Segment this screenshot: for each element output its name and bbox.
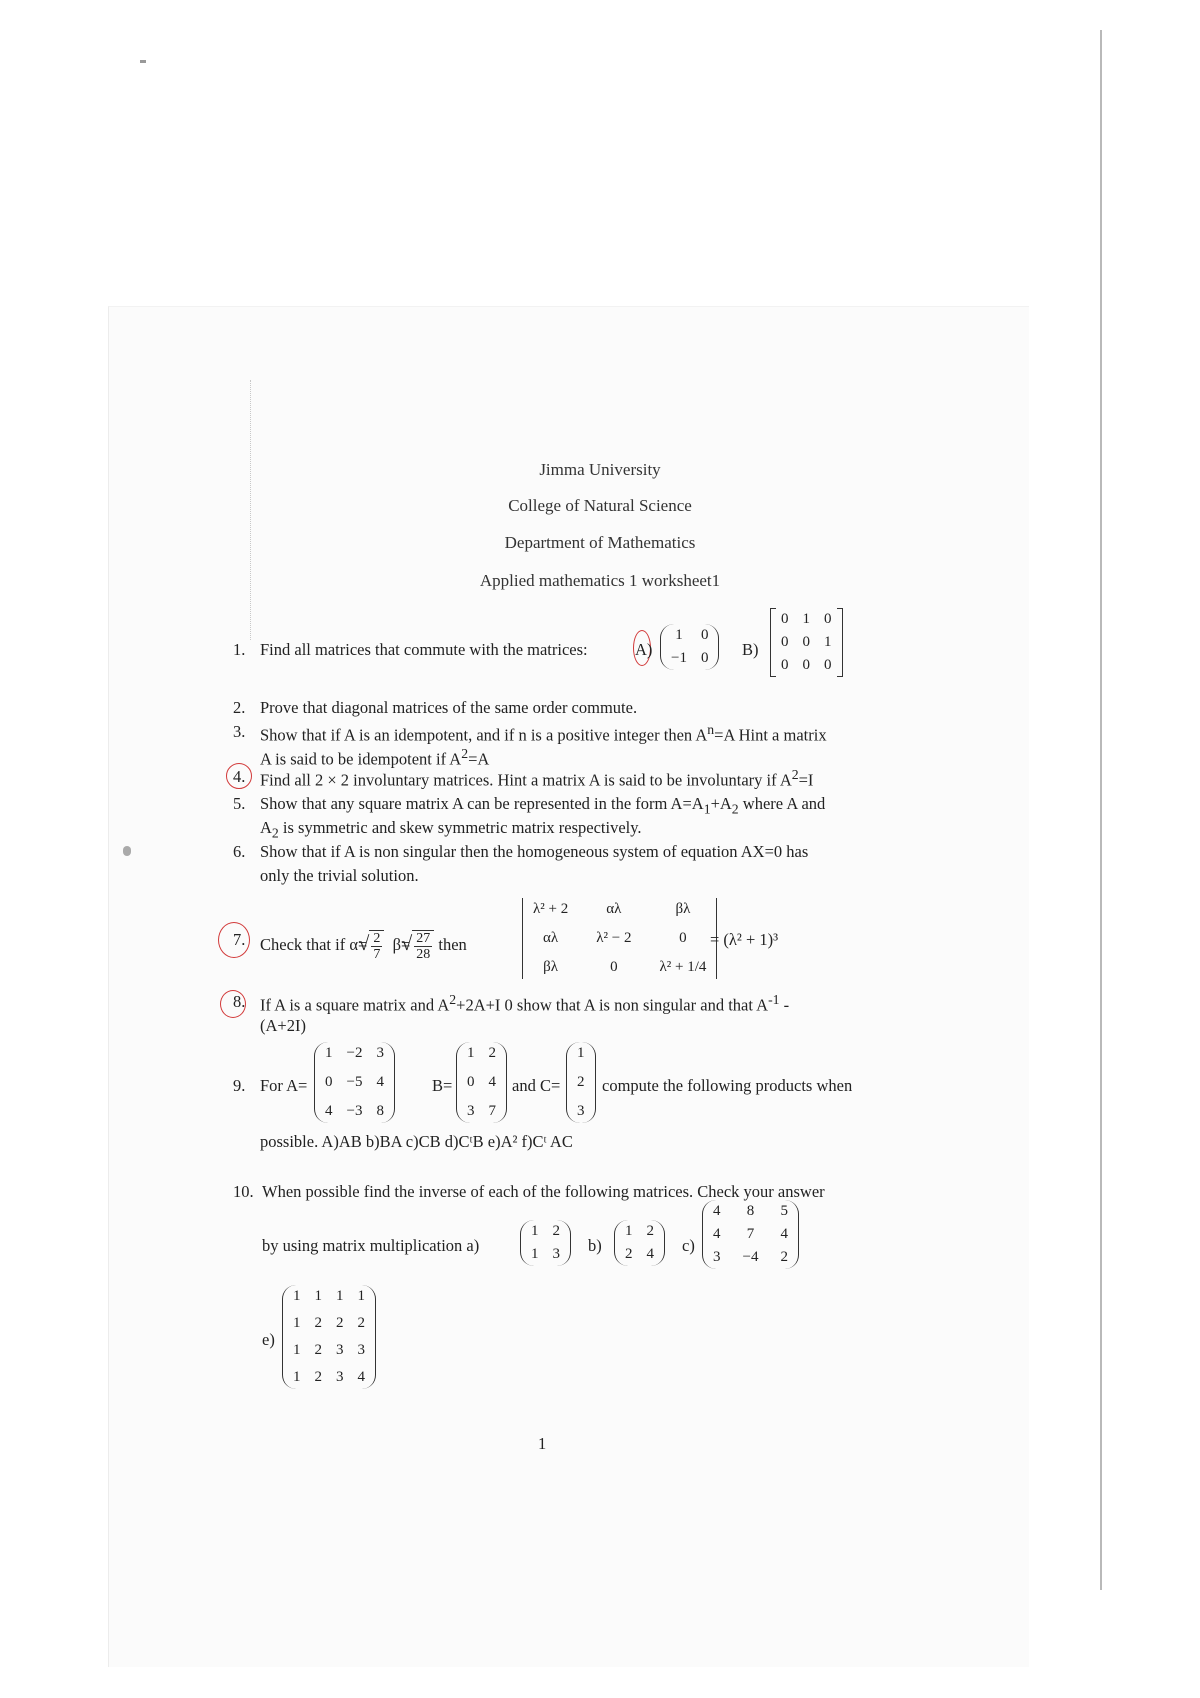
matrix-label-e: e) — [262, 1330, 275, 1349]
matrix-b — [456, 1042, 507, 1123]
matrix-entry: 3 — [552, 1246, 560, 1262]
matrix-entry: 2 — [552, 1223, 560, 1239]
matrix-entry: 1 — [336, 1288, 344, 1304]
university-name: Jimma University — [539, 460, 661, 479]
question-8-line1: If A is a square matrix and $A^2+2A+I$ 0 show that A is non singular and that $A^{-1}$ - — [260, 992, 790, 1015]
matrix-entry: 3 — [713, 1249, 721, 1265]
question-5-line1: Show that any square matrix A can be represented in the form $A=A_1+A_2$ where A and — [260, 794, 826, 817]
matrix-entry: 1 — [625, 1223, 633, 1239]
matrix-c — [702, 1200, 799, 1269]
matrix-entry: 2 — [577, 1074, 585, 1090]
scan-speck — [123, 846, 131, 856]
question-1-text: Find all matrices that commute with the matrices: — [260, 640, 588, 659]
matrix-a — [520, 1220, 571, 1266]
matrix-label-c: and C= — [512, 1076, 561, 1095]
worksheet-title: Applied mathematics 1 worksheet1 — [479, 571, 721, 590]
matrix-label-c: c) — [682, 1236, 695, 1255]
matrix-entry: 8 — [746, 1203, 755, 1219]
matrix-entry: 2 — [357, 1315, 365, 1331]
matrix-entry: 1 — [293, 1369, 301, 1385]
page-number: 1 — [538, 1434, 547, 1453]
matrix-entry: 2 — [314, 1342, 322, 1358]
matrix-entry: 1 — [293, 1288, 301, 1304]
question-3-line1: Show that if A is an idempotent, and if n is a positive integer then $A^n=A$ Hint a matrix — [260, 722, 827, 745]
matrix-entry: 0 — [781, 657, 789, 673]
matrix-entry: 7 — [746, 1226, 755, 1242]
matrix-label-b: B= — [432, 1076, 453, 1095]
matrix-b — [770, 608, 843, 677]
matrix-entry: −3 — [346, 1103, 363, 1119]
matrix-entry: 4 — [713, 1203, 721, 1219]
question-number: 4. — [233, 767, 246, 786]
matrix-entry: 0 — [325, 1074, 333, 1090]
question-10-line1: When possible find the inverse of each of the following matrices. Check your answer — [262, 1182, 825, 1201]
matrix-entry: 0 — [467, 1074, 475, 1090]
matrix-entry: βλ — [543, 959, 559, 975]
question-4-text: Find all 2 × 2 involuntary matrices. Hint a matrix A is said to be involuntary if $A^2=I$ — [260, 767, 814, 790]
scan-speck — [140, 60, 146, 63]
matrix-entry: 4 — [357, 1369, 365, 1385]
question-8-line2: (A+2I) — [260, 1016, 306, 1035]
matrix-entry: 0 — [781, 611, 789, 627]
matrix-e — [282, 1285, 376, 1389]
matrix-entry: 1 — [314, 1288, 322, 1304]
question-5-line2: $A_2$ is symmetric and skew symmetric matrix respectively. — [260, 818, 642, 841]
matrix-entry: 2 — [314, 1315, 322, 1331]
matrix-entry: 4 — [325, 1103, 333, 1119]
matrix-entry: 1 — [531, 1246, 539, 1262]
matrix-entry: 4 — [646, 1246, 654, 1262]
matrix-entry: −2 — [346, 1045, 363, 1061]
matrix-b — [614, 1220, 665, 1266]
matrix-entry: 1 — [531, 1223, 539, 1239]
matrix-entry: 1 — [467, 1045, 475, 1061]
question-number: 1. — [233, 640, 246, 659]
question-number: 8. — [233, 992, 246, 1011]
matrix-label-b: B) — [742, 640, 759, 659]
question-number: 5. — [233, 794, 246, 813]
matrix-entry: λ² + 2 — [533, 901, 569, 917]
matrix-entry: 2 — [780, 1249, 788, 1265]
matrix-entry: 3 — [467, 1103, 475, 1119]
paper-edge — [1100, 30, 1102, 1590]
question-number: 7. — [233, 930, 246, 949]
matrix-entry: 4 — [376, 1074, 384, 1090]
matrix-label-a: A) — [635, 640, 653, 659]
matrix-entry: 3 — [336, 1342, 344, 1358]
matrix-entry: 0 — [700, 627, 709, 643]
matrix-entry: βλ — [675, 901, 691, 917]
matrix-entry: 0 — [824, 611, 832, 627]
matrix-entry: 2 — [646, 1223, 654, 1239]
question-6-line1: Show that if A is non singular then the homogeneous system of equation AX=0 has — [260, 842, 809, 861]
matrix-c — [566, 1042, 596, 1123]
matrix-entry: 2 — [625, 1246, 633, 1262]
question-6-line2: only the trivial solution. — [260, 866, 419, 885]
matrix-entry: 2 — [314, 1369, 322, 1385]
matrix-entry: 5 — [780, 1203, 788, 1219]
matrix-entry: 0 — [679, 930, 687, 946]
matrix-entry: 1 — [675, 627, 683, 643]
question-number: 2. — [233, 698, 246, 717]
matrix-entry: 0 — [610, 959, 618, 975]
matrix-entry: 1 — [577, 1045, 585, 1061]
matrix-entry: 0 — [700, 650, 709, 666]
matrix-label-a: For A= — [260, 1076, 308, 1095]
matrix-entry: 1 — [293, 1342, 301, 1358]
matrix-entry: 0 — [802, 634, 810, 650]
question-number: 6. — [233, 842, 246, 861]
matrix-entry: αλ — [606, 901, 622, 917]
matrix-entry: λ² − 2 — [596, 930, 632, 946]
matrix-entry: λ² + 1/4 — [659, 959, 707, 975]
matrix-entry: αλ — [543, 930, 559, 946]
question-10-line2: by using matrix multiplication a) — [262, 1236, 480, 1255]
question-3-line2: A is said to be idempotent if $A^2=A$ — [260, 746, 490, 769]
matrix-entry: 4 — [713, 1226, 721, 1242]
matrix-entry: 3 — [577, 1103, 585, 1119]
question-9-line2: possible. A)AB b)BA c)CB d)CᵗB e)A² f)Cᵗ AC — [260, 1132, 573, 1151]
matrix-entry: −4 — [742, 1249, 759, 1265]
matrix-entry: 3 — [357, 1342, 365, 1358]
question-9-text: compute the following products when — [602, 1076, 853, 1095]
matrix-a — [314, 1042, 395, 1123]
matrix-entry: 2 — [488, 1045, 496, 1061]
matrix-entry: 0 — [802, 657, 810, 673]
determinant-matrix — [522, 898, 717, 979]
question-2-text: Prove that diagonal matrices of the same order commute. — [260, 698, 638, 717]
matrix-entry: 0 — [824, 657, 832, 673]
matrix-entry: 1 — [357, 1288, 365, 1304]
department-name: Department of Mathematics — [504, 533, 696, 552]
matrix-a — [660, 624, 719, 670]
matrix-entry: 2 — [336, 1315, 344, 1331]
question-number: 9. — [233, 1076, 246, 1095]
matrix-entry: 3 — [376, 1045, 384, 1061]
college-name: College of Natural Science — [508, 496, 692, 515]
matrix-entry: −1 — [671, 650, 687, 666]
matrix-entry: 4 — [780, 1226, 788, 1242]
matrix-entry: 4 — [488, 1074, 496, 1090]
question-7-text: Check that if α= √ $\frac{2}{7}$ β= √ $\frac{27}{28}$ then — [260, 930, 467, 963]
matrix-entry: 1 — [325, 1045, 333, 1061]
question-number: 10. — [233, 1182, 254, 1201]
question-number: 3. — [233, 722, 246, 741]
matrix-entry: 7 — [488, 1103, 496, 1119]
matrix-entry: −5 — [346, 1074, 363, 1090]
matrix-entry: 0 — [781, 634, 789, 650]
matrix-entry: 1 — [802, 611, 810, 627]
matrix-entry: 1 — [293, 1315, 301, 1331]
matrix-entry: 8 — [376, 1103, 384, 1119]
matrix-entry: 1 — [824, 634, 832, 650]
matrix-label-b: b) — [588, 1236, 602, 1255]
determinant-rhs: = (λ² + 1)³ — [710, 930, 779, 949]
matrix-entry: 3 — [336, 1369, 344, 1385]
